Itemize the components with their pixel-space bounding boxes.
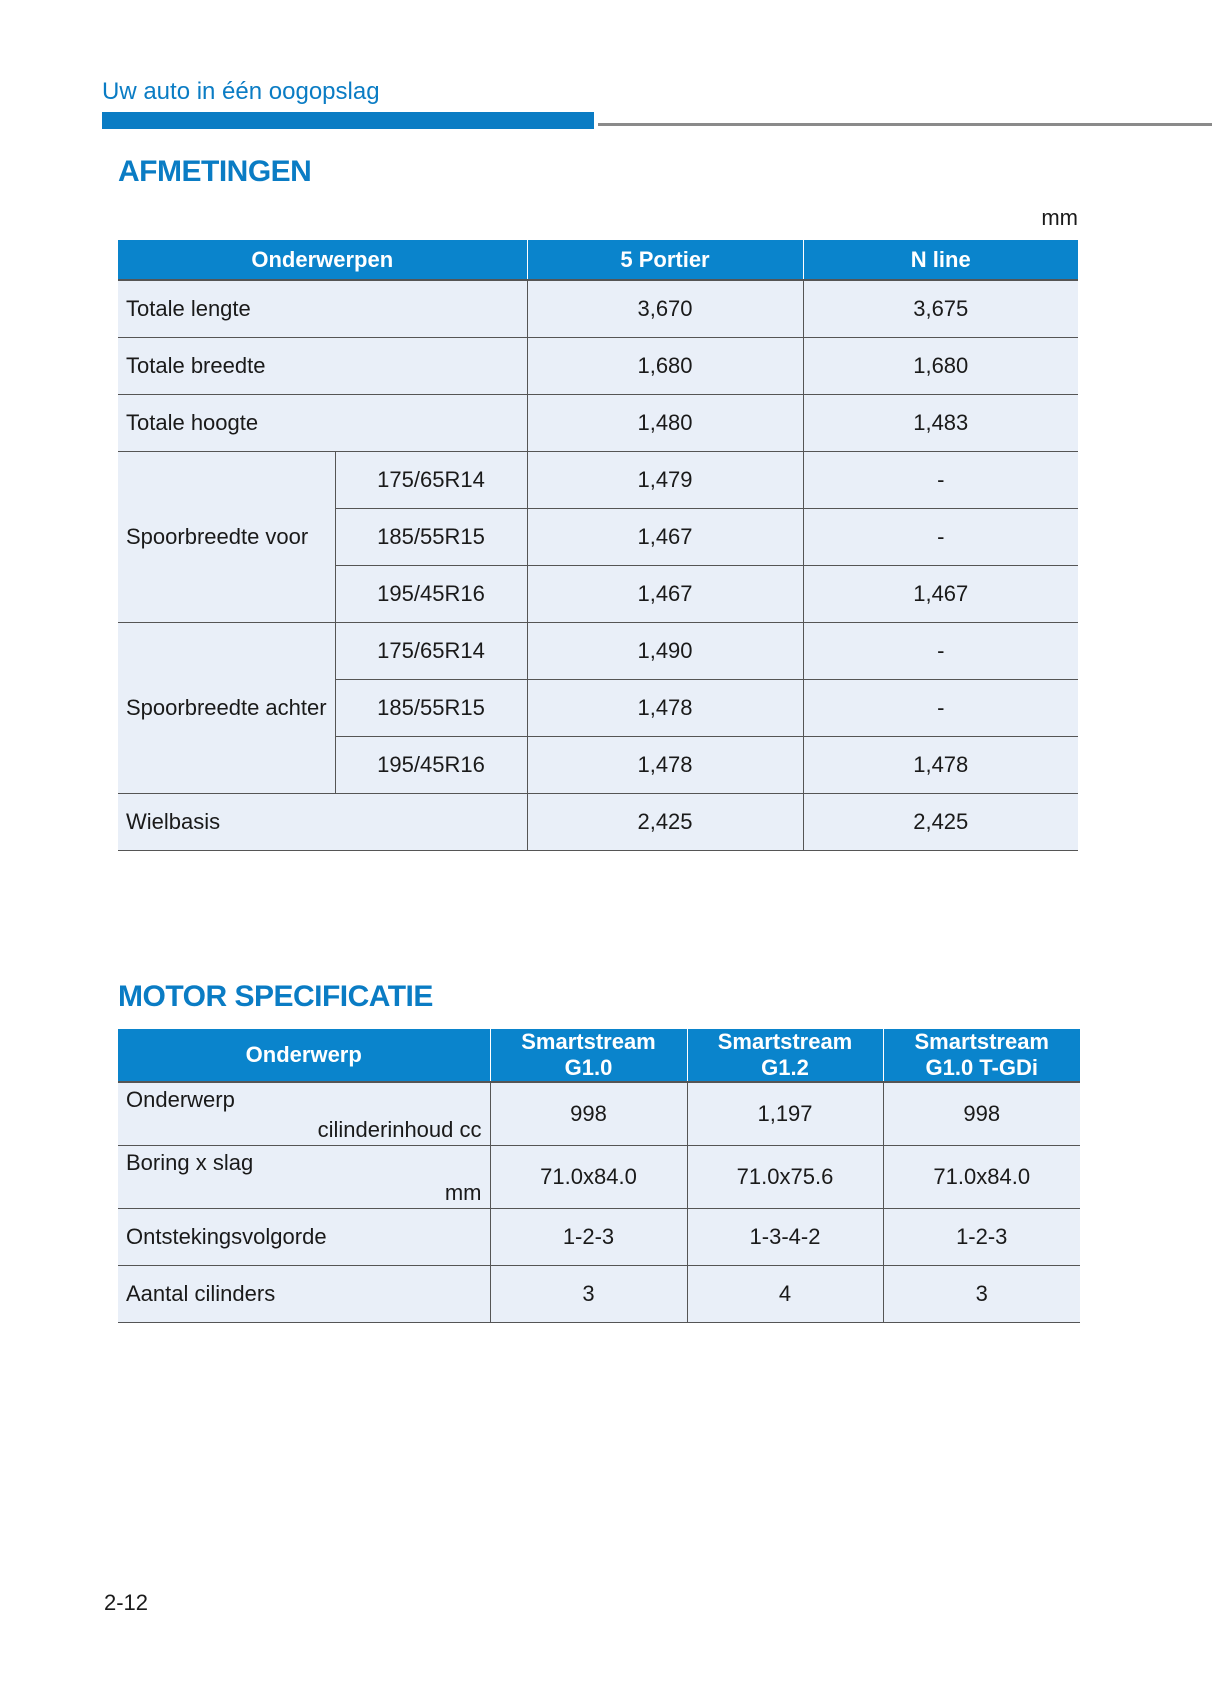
header-g10-tgdi	[883, 1029, 1080, 1082]
cell-value: 1-2-3	[490, 1209, 687, 1266]
row-label: Onderwerp	[126, 1087, 235, 1112]
engine-table	[118, 1029, 1080, 1323]
header-g12	[687, 1029, 883, 1082]
tyre-size: 175/65R14	[335, 622, 527, 679]
cell-value: -	[803, 622, 1078, 679]
row-label: Ontstekingsvolgorde	[118, 1209, 490, 1266]
row-label: Wielbasis	[118, 793, 527, 850]
table-header-row	[118, 1029, 1080, 1082]
header-onderwerp: Onderwerp	[118, 1029, 490, 1082]
cell-value: -	[803, 679, 1078, 736]
header-line: Smartstream	[521, 1029, 656, 1054]
cell-value: 1-2-3	[883, 1209, 1080, 1266]
engine-title: MOTOR SPECIFICATIE	[118, 980, 433, 1013]
tyre-size: 185/55R15	[335, 508, 527, 565]
table-row	[118, 1146, 1080, 1209]
chapter-title: Uw auto in één oogopslag	[102, 78, 380, 105]
table-row	[118, 394, 1078, 451]
cell-value: 1,467	[803, 565, 1078, 622]
table-row	[118, 1266, 1080, 1323]
table-row	[118, 1082, 1080, 1146]
cell-value: 1,478	[527, 736, 803, 793]
cell-value: 1,197	[687, 1082, 883, 1146]
chapter-rule	[598, 123, 1212, 126]
cell-value: 1,467	[527, 508, 803, 565]
row-label: Totale hoogte	[118, 394, 527, 451]
header-line: G1.2	[761, 1055, 809, 1080]
cell-value: -	[803, 508, 1078, 565]
cell-value: 1,479	[527, 451, 803, 508]
table-header-row	[118, 240, 1078, 280]
cell-value: 71.0x75.6	[687, 1146, 883, 1209]
tyre-size: 195/45R16	[335, 565, 527, 622]
table-row	[118, 280, 1078, 337]
cell-value: 3,670	[527, 280, 803, 337]
tyre-size: 195/45R16	[335, 736, 527, 793]
cell-value: 1-3-4-2	[687, 1209, 883, 1266]
cell-value: 3	[490, 1266, 687, 1323]
row-label: Boring x slag	[126, 1150, 254, 1175]
cell-value: 998	[490, 1082, 687, 1146]
cell-value: 1,490	[527, 622, 803, 679]
header-onderwerpen: Onderwerpen	[118, 240, 527, 280]
tyre-size: 175/65R14	[335, 451, 527, 508]
cell-value: -	[803, 451, 1078, 508]
row-unit: cilinderinhoud cc	[317, 1117, 482, 1142]
header-n-line: N line	[803, 240, 1078, 280]
cell-value: 71.0x84.0	[490, 1146, 687, 1209]
row-label: Aantal cilinders	[118, 1266, 490, 1323]
row-label-cell	[118, 1146, 490, 1209]
tyre-size: 185/55R15	[335, 679, 527, 736]
dimensions-unit: mm	[1041, 205, 1078, 230]
header-line: G1.0 T-GDi	[925, 1055, 1038, 1080]
table-row	[118, 793, 1078, 850]
dimensions-table	[118, 240, 1078, 851]
header-line: G1.0	[564, 1055, 613, 1080]
cell-value: 1,480	[527, 394, 803, 451]
cell-value: 1,483	[803, 394, 1078, 451]
cell-value: 998	[883, 1082, 1080, 1146]
cell-value: 1,680	[527, 337, 803, 394]
row-label-cell	[118, 1082, 490, 1146]
row-label: Totale lengte	[118, 280, 527, 337]
dimensions-title: AFMETINGEN	[118, 155, 312, 188]
cell-value: 4	[687, 1266, 883, 1323]
page-number: 2-12	[104, 1590, 149, 1615]
table-row	[118, 1209, 1080, 1266]
chapter-bar	[102, 112, 594, 129]
cell-value: 2,425	[803, 793, 1078, 850]
table-row	[118, 622, 1078, 679]
header-line: Smartstream	[914, 1029, 1049, 1054]
header-g10	[490, 1029, 687, 1082]
cell-value: 2,425	[527, 793, 803, 850]
cell-value: 1,680	[803, 337, 1078, 394]
table-row	[118, 337, 1078, 394]
row-label: Spoorbreedte voor	[118, 451, 335, 622]
row-label: Totale breedte	[118, 337, 527, 394]
header-line: Smartstream	[717, 1029, 853, 1054]
row-label: Spoorbreedte achter	[118, 622, 335, 793]
header-5-portier: 5 Portier	[527, 240, 803, 280]
cell-value: 3,675	[803, 280, 1078, 337]
cell-value: 1,478	[803, 736, 1078, 793]
cell-value: 3	[883, 1266, 1080, 1323]
table-row	[118, 451, 1078, 508]
row-unit: mm	[444, 1180, 482, 1205]
cell-value: 1,467	[527, 565, 803, 622]
cell-value: 71.0x84.0	[883, 1146, 1080, 1209]
cell-value: 1,478	[527, 679, 803, 736]
